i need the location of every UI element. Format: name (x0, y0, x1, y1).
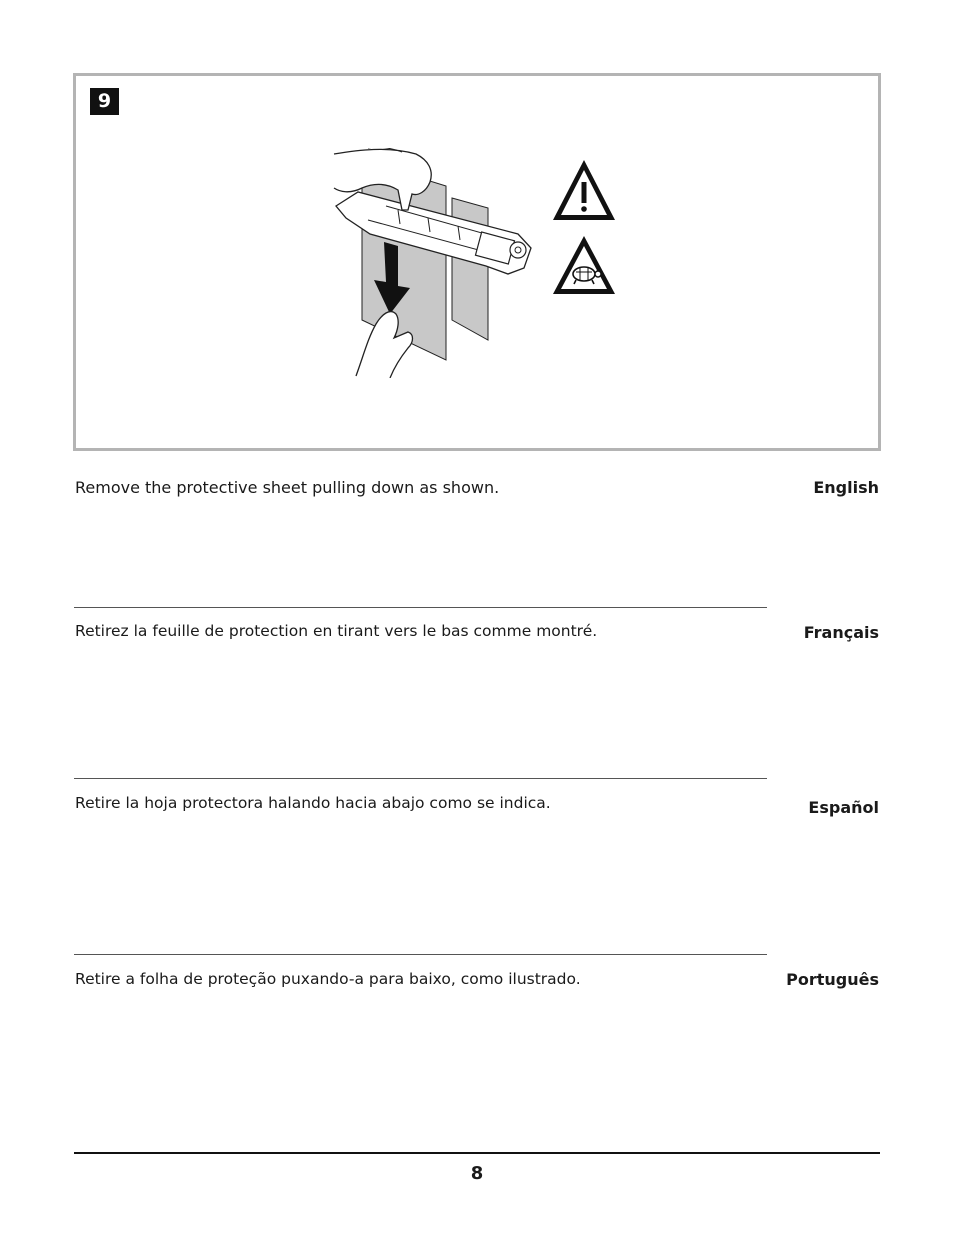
instruction-text-french: Retirez la feuille de protection en tirant vers le bas comme montré. (75, 622, 598, 640)
language-label-french: Français (803, 623, 879, 642)
drum-cartridge-illustration (328, 148, 538, 378)
footer-rule (74, 1152, 880, 1154)
language-label-spanish: Español (808, 798, 879, 817)
warning-icons (552, 158, 622, 298)
warning-triangle-icon (553, 160, 615, 220)
language-label-english: English (813, 478, 879, 497)
section-divider (74, 778, 767, 779)
section-divider (74, 607, 767, 608)
instruction-text-english: Remove the protective sheet pulling down as shown. (75, 478, 500, 497)
page-number: 8 (470, 1163, 484, 1184)
turtle-caution-icon (553, 236, 615, 294)
figure-box (73, 73, 881, 451)
section-divider (74, 954, 767, 955)
language-label-portuguese: Português (786, 970, 879, 989)
instruction-text-portuguese: Retire a folha de proteção puxando-a para baixo, como ilustrado. (75, 970, 581, 988)
instruction-text-spanish: Retire la hoja protectora halando hacia abajo como se indica. (75, 794, 551, 812)
step-number-badge: 9 (90, 88, 119, 115)
